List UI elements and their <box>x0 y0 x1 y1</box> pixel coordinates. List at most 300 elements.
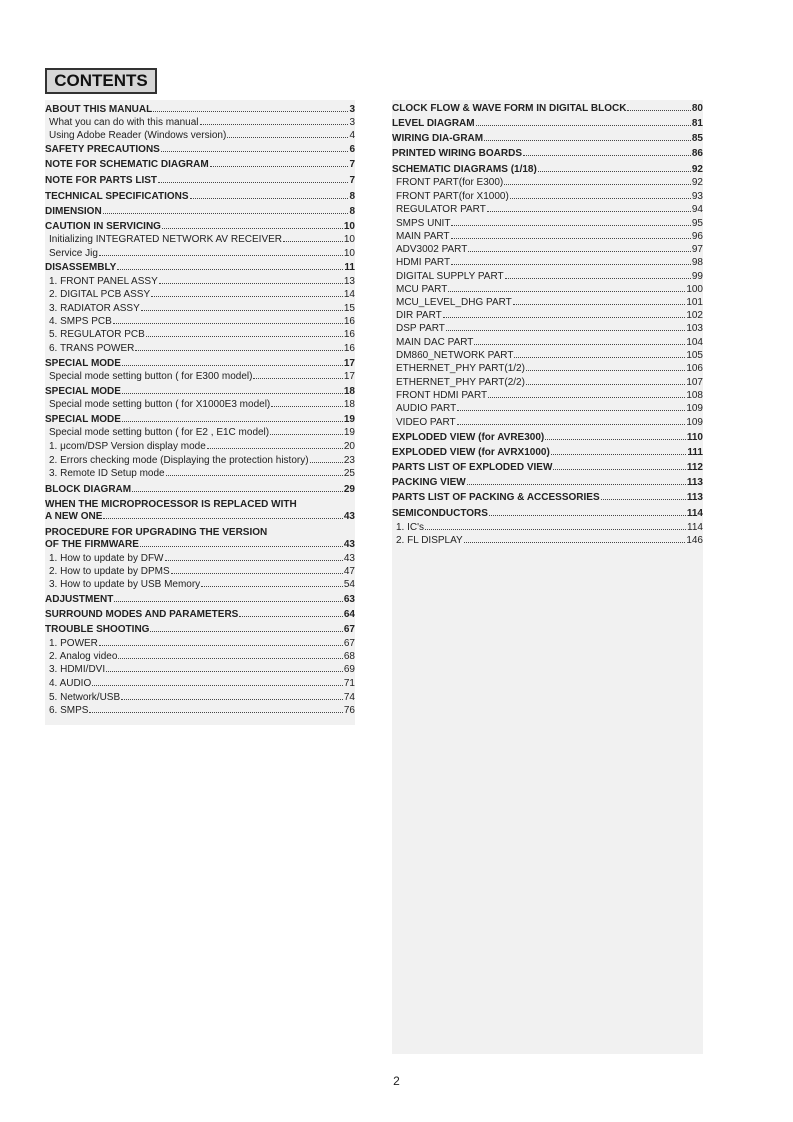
toc-entry-title: PACKING VIEW <box>392 477 466 488</box>
dot-leader <box>166 475 343 476</box>
toc-entry-page: 13 <box>343 276 355 287</box>
toc-entry-page: 111 <box>687 447 703 458</box>
toc-entry-title: FRONT PART(for X1000) <box>396 191 509 202</box>
toc-entry-title: PRINTED WIRING BOARDS <box>392 148 522 159</box>
toc-entry-title: 3. Remote ID Setup mode <box>49 468 165 479</box>
toc-entry-title: SPECIAL MODE <box>45 414 121 425</box>
toc-entry[interactable] <box>392 447 703 458</box>
toc-entry-title: PARTS LIST OF PACKING & ACCESSORIES <box>392 492 600 503</box>
dot-leader <box>627 110 690 111</box>
dot-leader <box>106 671 343 672</box>
toc-entry-page: 43 <box>343 539 355 550</box>
dot-leader <box>545 439 686 440</box>
dot-leader <box>150 631 342 632</box>
toc-entry-title: FRONT PART(for E300) <box>396 177 504 188</box>
toc-entry-title: Service Jig <box>49 248 98 259</box>
toc-entry-title: Initializing INTEGRATED NETWORK AV RECEIVER <box>49 234 283 245</box>
dot-leader <box>153 111 348 112</box>
toc-entry[interactable] <box>392 477 703 488</box>
dot-leader <box>488 397 685 398</box>
toc-entry-page: 102 <box>686 310 703 321</box>
dot-leader <box>464 542 686 543</box>
toc-entry-page: 47 <box>343 566 355 577</box>
dot-leader <box>122 393 343 394</box>
toc-entry-page: 105 <box>686 350 703 361</box>
dot-leader <box>227 137 348 138</box>
dot-leader <box>271 406 343 407</box>
toc-entry[interactable] <box>45 664 355 675</box>
toc-entry-page: 19 <box>343 427 355 438</box>
toc-entry[interactable] <box>45 316 355 327</box>
toc-entry-title: ETHERNET_PHY PART(1/2) <box>396 363 525 374</box>
toc-entry-title: SCHEMATIC DIAGRAMS (1/18) <box>392 164 537 175</box>
toc-entry-title: FRONT HDMI PART <box>396 390 488 401</box>
toc-entry-page: 80 <box>691 103 703 114</box>
toc-heading: WHEN THE MICROPROCESSOR IS REPLACED WITH <box>45 499 297 510</box>
toc-entry-page: 104 <box>686 337 703 348</box>
dot-leader <box>451 264 691 265</box>
dot-leader <box>553 469 685 470</box>
toc-entry-title: SURROUND MODES AND PARAMETERS <box>45 609 239 620</box>
dot-leader <box>526 370 685 371</box>
toc-entry-page: 69 <box>343 664 355 675</box>
toc-entry[interactable] <box>45 358 355 369</box>
dot-leader <box>239 616 343 617</box>
dot-leader <box>474 344 685 345</box>
dot-leader <box>201 586 343 587</box>
toc-entry-page: 43 <box>343 553 355 564</box>
dot-leader <box>99 255 343 256</box>
toc-entry[interactable] <box>392 432 703 443</box>
dot-leader <box>601 499 686 500</box>
toc-entry[interactable] <box>45 191 355 202</box>
toc-entry-page: 10 <box>343 234 355 245</box>
toc-entry-title: A NEW ONE <box>45 511 103 522</box>
toc-entry[interactable] <box>45 678 355 689</box>
toc-entry-page: 25 <box>343 468 355 479</box>
toc-left-column <box>45 100 355 725</box>
toc-entry-title: PARTS LIST OF EXPLODED VIEW <box>392 462 553 473</box>
dot-leader <box>523 155 691 156</box>
toc-entry-title: 3. How to update by USB Memory <box>49 579 201 590</box>
dot-leader <box>190 198 349 199</box>
toc-entry[interactable] <box>45 624 355 635</box>
dot-leader <box>135 350 342 351</box>
toc-entry-page: 114 <box>687 522 703 533</box>
toc-entry[interactable] <box>45 455 355 466</box>
toc-entry[interactable] <box>392 522 703 533</box>
toc-entry[interactable] <box>45 343 355 354</box>
toc-entry-title: OF THE FIRMWARE <box>45 539 139 550</box>
toc-entry[interactable] <box>45 262 355 273</box>
dot-leader <box>451 225 690 226</box>
toc-entry[interactable] <box>45 289 355 300</box>
dot-leader <box>425 529 686 530</box>
toc-entry-page: 113 <box>686 492 703 503</box>
toc-entry-title: MAIN DAC PART <box>396 337 474 348</box>
toc-entry[interactable] <box>45 329 355 340</box>
toc-entry-page: 8 <box>349 191 355 202</box>
toc-entry[interactable] <box>392 417 703 428</box>
page-number: 2 <box>393 1074 400 1088</box>
toc-entry-page: 54 <box>343 579 355 590</box>
dot-leader <box>504 184 691 185</box>
toc-entry-title: Using Adobe Reader (Windows version) <box>49 130 227 141</box>
toc-entry-title: EXPLODED VIEW (for AVRE300) <box>392 432 545 443</box>
toc-entry[interactable] <box>392 103 703 114</box>
toc-entry[interactable] <box>392 323 703 334</box>
toc-entry-title: 1. POWER <box>49 638 98 649</box>
toc-entry-title: MCU PART <box>396 284 448 295</box>
toc-entry[interactable] <box>392 271 703 282</box>
toc-entry[interactable] <box>45 414 355 425</box>
dot-leader <box>159 283 343 284</box>
toc-entry-title: NOTE FOR PARTS LIST <box>45 175 158 186</box>
toc-entry[interactable] <box>392 350 703 361</box>
toc-entry-page: 76 <box>343 705 355 716</box>
toc-entry-title: DIGITAL SUPPLY PART <box>396 271 504 282</box>
toc-entry-page: 43 <box>343 511 355 522</box>
toc-entry-title: 1. FRONT PANEL ASSY <box>49 276 158 287</box>
toc-entry-page: 6 <box>349 144 355 155</box>
dot-leader <box>171 573 343 574</box>
toc-entry-title: TECHNICAL SPECIFICATIONS <box>45 191 189 202</box>
toc-entry-title: 2. Analog video <box>49 651 118 662</box>
dot-leader <box>161 151 349 152</box>
toc-entry-title: Special mode setting button ( for E2 , E1C model) <box>49 427 270 438</box>
toc-entry-title: 6. TRANS POWER <box>49 343 135 354</box>
toc-entry-page: 107 <box>686 377 703 388</box>
toc-entry-title: 1. How to update by DFW <box>49 553 164 564</box>
toc-entry-title: 6. SMPS <box>49 705 89 716</box>
dot-leader <box>118 658 342 659</box>
toc-entry-page: 20 <box>343 441 355 452</box>
toc-entry-title: ETHERNET_PHY PART(2/2) <box>396 377 525 388</box>
toc-entry[interactable] <box>45 234 355 245</box>
toc-entry-title: MCU_LEVEL_DHG PART <box>396 297 512 308</box>
toc-entry-title: Special mode setting button ( for X1000E3 model) <box>49 399 271 410</box>
toc-entry-title: SPECIAL MODE <box>45 386 121 397</box>
dot-leader <box>103 213 349 214</box>
toc-entry-title: What you can do with this manual <box>49 117 199 128</box>
toc-entry-page: 106 <box>686 363 703 374</box>
toc-entry-page: 146 <box>686 535 703 546</box>
dot-leader <box>151 296 343 297</box>
toc-entry-page: 74 <box>343 692 355 703</box>
toc-entry-title: BLOCK DIAGRAM <box>45 484 132 495</box>
toc-entry[interactable] <box>45 206 355 217</box>
toc-entry-title: 3. HDMI/DVI <box>49 664 106 675</box>
toc-entry-page: 16 <box>343 316 355 327</box>
toc-entry[interactable] <box>45 539 355 550</box>
toc-entry-title: MAIN PART <box>396 231 450 242</box>
dot-leader <box>513 304 686 305</box>
toc-entry[interactable] <box>392 231 703 242</box>
toc-entry-page: 92 <box>691 164 703 175</box>
toc-entry-page: 112 <box>686 462 703 473</box>
dot-leader <box>468 251 691 252</box>
dot-leader <box>99 645 343 646</box>
dot-leader <box>132 491 343 492</box>
toc-entry-page: 7 <box>349 159 355 170</box>
dot-leader <box>467 484 686 485</box>
dot-leader <box>121 699 343 700</box>
toc-entry-page: 11 <box>344 262 355 273</box>
toc-entry-page: 10 <box>343 221 355 232</box>
toc-entry[interactable] <box>45 144 355 155</box>
toc-entry-title: 4. SMPS PCB <box>49 316 112 327</box>
toc-entry[interactable] <box>392 204 703 215</box>
toc-entry[interactable] <box>392 403 703 414</box>
dot-leader <box>200 124 349 125</box>
dot-leader <box>162 228 343 229</box>
toc-entry[interactable] <box>392 164 703 175</box>
dot-leader <box>92 685 343 686</box>
toc-entry-title: EXPLODED VIEW (for AVRX1000) <box>392 447 550 458</box>
toc-entry[interactable] <box>45 130 355 141</box>
toc-entry-page: 85 <box>691 133 703 144</box>
toc-entry-page: 103 <box>686 323 703 334</box>
toc-entry[interactable] <box>45 441 355 452</box>
toc-entry-title: HDMI PART <box>396 257 451 268</box>
dot-leader <box>210 166 349 167</box>
toc-entry-page: 96 <box>691 231 703 242</box>
toc-entry-page: 98 <box>691 257 703 268</box>
toc-entry[interactable] <box>392 191 703 202</box>
toc-right-column <box>392 100 703 1054</box>
dot-leader <box>484 140 691 141</box>
toc-entry-page: 67 <box>343 624 355 635</box>
toc-entry[interactable] <box>45 651 355 662</box>
toc-entry-title: REGULATOR PART <box>396 204 486 215</box>
dot-leader <box>165 560 343 561</box>
toc-entry[interactable] <box>45 303 355 314</box>
toc-entry-title: DISASSEMBLY <box>45 262 117 273</box>
toc-entry-title: TROUBLE SHOOTING <box>45 624 150 635</box>
toc-entry[interactable] <box>392 337 703 348</box>
toc-entry-title: CAUTION IN SERVICING <box>45 221 161 232</box>
toc-entry-title: DIMENSION <box>45 206 102 217</box>
toc-entry-title: SPECIAL MODE <box>45 358 121 369</box>
toc-entry-title: DIR PART <box>396 310 442 321</box>
toc-entry-page: 19 <box>343 414 355 425</box>
toc-entry-title: SEMICONDUCTORS <box>392 508 488 519</box>
toc-entry-page: 71 <box>343 678 355 689</box>
toc-entry[interactable] <box>45 221 355 232</box>
toc-entry[interactable] <box>392 218 703 229</box>
toc-entry[interactable] <box>45 386 355 397</box>
toc-entry-title: NOTE FOR SCHEMATIC DIAGRAM <box>45 159 209 170</box>
toc-entry-page: 8 <box>349 206 355 217</box>
toc-entry[interactable] <box>392 118 703 129</box>
dot-leader <box>510 198 691 199</box>
dot-leader <box>310 462 343 463</box>
toc-entry-title: 4. AUDIO <box>49 678 92 689</box>
toc-entry-page: 3 <box>349 104 355 115</box>
toc-entry-page: 113 <box>686 477 703 488</box>
toc-entry-title: 5. REGULATOR PCB <box>49 329 145 340</box>
dot-leader <box>122 421 343 422</box>
dot-leader <box>476 125 691 126</box>
dot-leader <box>283 241 343 242</box>
toc-entry-page: 16 <box>343 329 355 340</box>
toc-entry-page: 17 <box>343 371 355 382</box>
toc-entry[interactable] <box>45 692 355 703</box>
toc-entry[interactable] <box>45 248 355 259</box>
toc-entry-title: 2. How to update by DPMS <box>49 566 170 577</box>
toc-heading: PROCEDURE FOR UPGRADING THE VERSION <box>45 527 268 538</box>
dot-leader <box>113 323 343 324</box>
toc-entry-page: 67 <box>343 638 355 649</box>
toc-entry[interactable] <box>392 462 703 473</box>
toc-entry-title: 5. Network/USB <box>49 692 121 703</box>
toc-entry-title: SMPS UNIT <box>396 218 451 229</box>
toc-entry[interactable] <box>392 390 703 401</box>
toc-entry-page: 64 <box>343 609 355 620</box>
toc-entry-title: AUDIO PART <box>396 403 457 414</box>
dot-leader <box>505 278 691 279</box>
dot-leader <box>451 238 691 239</box>
toc-entry-page: 29 <box>343 484 355 495</box>
toc-entry[interactable] <box>392 492 703 503</box>
toc-entry-page: 18 <box>343 386 355 397</box>
dot-leader <box>270 434 343 435</box>
toc-entry[interactable] <box>45 159 355 170</box>
toc-entry-title: SAFETY PRECAUTIONS <box>45 144 160 155</box>
toc-entry[interactable] <box>45 553 355 564</box>
dot-leader <box>122 365 343 366</box>
toc-entry[interactable] <box>45 427 355 438</box>
dot-leader <box>89 712 342 713</box>
toc-entry-title: 2. DIGITAL PCB ASSY <box>49 289 151 300</box>
dot-leader <box>103 518 342 519</box>
toc-entry-page: 81 <box>691 118 703 129</box>
toc-entry[interactable] <box>45 705 355 716</box>
toc-entry[interactable] <box>392 363 703 374</box>
toc-entry[interactable] <box>45 484 355 495</box>
dot-leader <box>526 384 685 385</box>
toc-entry[interactable] <box>45 579 355 590</box>
toc-entry-title: ADJUSTMENT <box>45 594 114 605</box>
dot-leader <box>158 182 348 183</box>
toc-entry-page: 4 <box>349 130 355 141</box>
toc-entry-title: LEVEL DIAGRAM <box>392 118 475 129</box>
toc-entry[interactable] <box>45 399 355 410</box>
toc-entry-page: 92 <box>691 177 703 188</box>
toc-entry-title: DSP PART <box>396 323 445 334</box>
dot-leader <box>117 269 343 270</box>
dot-leader <box>448 291 685 292</box>
toc-entry-page: 100 <box>686 284 703 295</box>
toc-entry[interactable] <box>392 148 703 159</box>
toc-entry[interactable] <box>45 638 355 649</box>
dot-leader <box>146 336 343 337</box>
toc-entry-page: 99 <box>691 271 703 282</box>
toc-entry-page: 109 <box>686 403 703 414</box>
toc-entry[interactable] <box>45 566 355 577</box>
toc-entry-page: 101 <box>686 297 703 308</box>
dot-leader <box>487 211 691 212</box>
dot-leader <box>457 424 686 425</box>
toc-entry-title: 3. RADIATOR ASSY <box>49 303 140 314</box>
toc-entry[interactable] <box>392 535 703 546</box>
toc-entry-page: 7 <box>349 175 355 186</box>
dot-leader <box>538 171 691 172</box>
toc-entry-page: 114 <box>686 508 703 519</box>
toc-entry[interactable] <box>45 276 355 287</box>
toc-entry-page: 17 <box>343 358 355 369</box>
toc-entry[interactable] <box>45 511 355 522</box>
dot-leader <box>253 378 342 379</box>
toc-entry[interactable] <box>45 609 355 620</box>
toc-entry-title: 2. Errors checking mode (Displaying the protection history) <box>49 455 309 466</box>
toc-entry-title: DM860_NETWORK PART <box>396 350 514 361</box>
dot-leader <box>114 601 343 602</box>
toc-entry-page: 68 <box>343 651 355 662</box>
dot-leader <box>443 317 686 318</box>
toc-entry-title: 2. FL DISPLAY <box>396 535 463 546</box>
dot-leader <box>457 410 685 411</box>
toc-entry-title: Special mode setting button ( for E300 model) <box>49 371 253 382</box>
toc-entry-page: 3 <box>349 117 355 128</box>
toc-entry[interactable] <box>392 284 703 295</box>
toc-entry-page: 63 <box>343 594 355 605</box>
toc-entry-page: 94 <box>691 204 703 215</box>
toc-entry-title: 1. μcom/DSP Version display mode <box>49 441 206 452</box>
toc-entry[interactable] <box>392 377 703 388</box>
toc-entry-page: 23 <box>343 455 355 466</box>
dot-leader <box>551 454 687 455</box>
toc-entry[interactable] <box>45 117 355 128</box>
toc-entry-page: 93 <box>691 191 703 202</box>
toc-entry[interactable] <box>45 175 355 186</box>
toc-entry[interactable] <box>45 594 355 605</box>
dot-leader <box>489 515 686 516</box>
contents-title: CONTENTS <box>45 68 157 94</box>
toc-entry[interactable] <box>45 104 355 115</box>
toc-entry-page: 95 <box>691 218 703 229</box>
toc-entry-title: WIRING DIA-GRAM <box>392 133 484 144</box>
toc-entry-page: 86 <box>691 148 703 159</box>
toc-entry-page: 97 <box>691 244 703 255</box>
toc-entry[interactable] <box>392 508 703 519</box>
toc-entry-page: 108 <box>686 390 703 401</box>
toc-entry-page: 110 <box>686 432 703 443</box>
toc-entry-page: 14 <box>343 289 355 300</box>
toc-entry[interactable] <box>392 297 703 308</box>
toc-entry-title: 1. IC's <box>396 522 425 533</box>
dot-leader <box>514 357 685 358</box>
toc-entry-page: 109 <box>686 417 703 428</box>
dot-leader <box>207 448 343 449</box>
toc-entry[interactable] <box>392 133 703 144</box>
toc-entry-title: VIDEO PART <box>396 417 456 428</box>
toc-entry[interactable] <box>45 468 355 479</box>
toc-entry[interactable] <box>392 244 703 255</box>
toc-entry[interactable] <box>392 177 703 188</box>
dot-leader <box>141 310 343 311</box>
dot-leader <box>446 330 685 331</box>
toc-entry[interactable] <box>392 257 703 268</box>
toc-entry-page: 15 <box>343 303 355 314</box>
toc-entry[interactable] <box>45 371 355 382</box>
toc-entry-title: CLOCK FLOW & WAVE FORM IN DIGITAL BLOCK <box>392 103 627 114</box>
toc-entry-title: ADV3002 PART <box>396 244 468 255</box>
toc-entry-page: 18 <box>343 399 355 410</box>
toc-entry[interactable] <box>392 310 703 321</box>
toc-entry-title: ABOUT THIS MANUAL <box>45 104 153 115</box>
dot-leader <box>140 546 343 547</box>
